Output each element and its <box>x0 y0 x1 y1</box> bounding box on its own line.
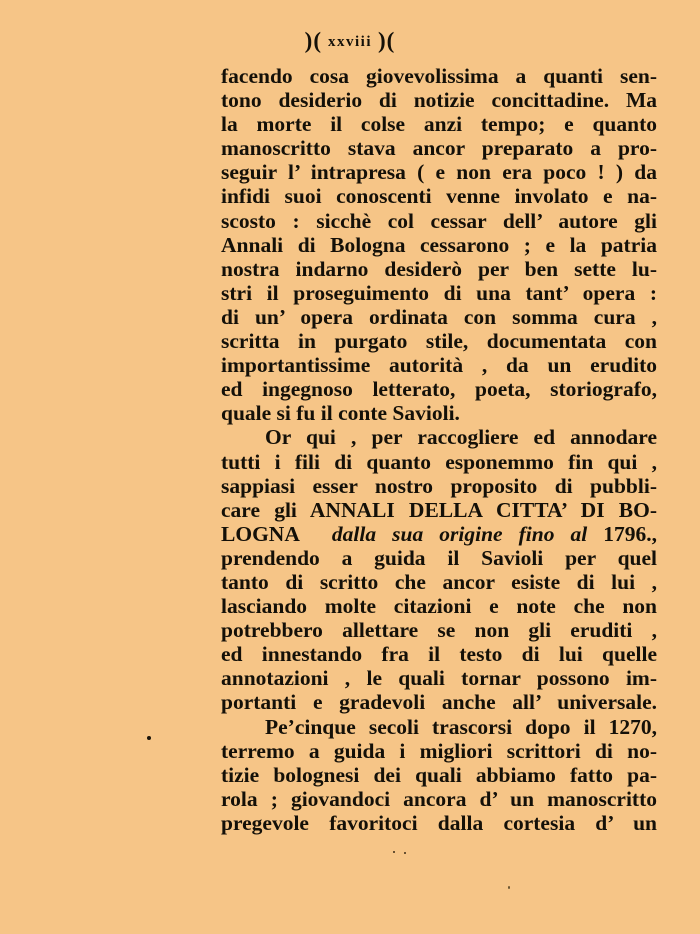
text-line: seguir l’ intrapresa ( e non era poco ! ) da <box>221 160 657 185</box>
text-line: ed ingegnoso letterato, poeta, storiografo, <box>221 377 657 402</box>
text-line: lasciando molte citazioni e note che non <box>221 594 657 619</box>
ink-speck <box>393 851 395 853</box>
body-text <box>221 64 657 835</box>
text-line: portanti e gradevoli anche all’ universale. <box>221 690 657 715</box>
text-line: care gli ANNALI DELLA CITTA’ DI BO- <box>221 497 657 522</box>
text-line: rola ; giovandoci ancora d’ un manoscritto <box>221 786 657 811</box>
text-line: tanto di scritto che ancor esiste di lui , <box>221 569 657 594</box>
ink-speck <box>147 736 151 740</box>
page-header <box>0 28 700 54</box>
paragraph-start-line: Or qui , per raccogliere ed annodare <box>265 425 657 450</box>
text-line: tutti i fili di quanto esponemmo fin qui , <box>221 449 657 474</box>
text-line: manoscritto stava ancor preparato a pro- <box>221 136 657 161</box>
text-line: scosto : sicchè col cessar dell’ autore gli <box>221 208 657 233</box>
text-line: facendo cosa giovevolissima a quanti sen- <box>221 64 657 88</box>
header-left-mark: )( <box>304 28 322 53</box>
text-line: annotazioni , le quali tornar possono im- <box>221 666 657 691</box>
text-line: tizie bolognesi dei quali abbiamo fatto pa- <box>221 762 657 787</box>
text-line: pregevole favoritoci dalla cortesia d’ un <box>221 810 657 835</box>
page-number: xxviii <box>327 34 372 50</box>
text-line: scritta in purgato stile, documentata con <box>221 329 657 354</box>
ink-speck <box>404 852 406 854</box>
text-line: terremo a guida i migliori scrittori di no- <box>221 738 657 763</box>
text-line: Annali di Bologna cessarono ; e la patria <box>221 232 657 257</box>
text-line: nostra indarno desiderò per ben sette lu- <box>221 256 657 281</box>
header-right-mark: )( <box>378 28 396 53</box>
text-line: di un’ opera ordinata con somma cura , <box>221 304 657 329</box>
text-line: la morte il colse anzi tempo; e quanto <box>221 112 657 137</box>
title-caps: LOGNA <box>221 521 300 546</box>
paragraph-start-line: Pe’cinque secoli trascorsi dopo il 1270, <box>265 714 657 739</box>
text-line: importantissime autorità , da un erudito <box>221 353 657 378</box>
text-line: prendendo a guida il Savioli per quel <box>221 545 657 570</box>
text-line: quale si fu il conte Savioli. <box>221 401 460 426</box>
text-line: potrebbero allettare se non gli eruditi , <box>221 618 657 643</box>
text-line-title <box>221 522 657 546</box>
text-line: tono desiderio di notizie concittadine. Ma <box>221 88 657 113</box>
title-year: 1796., <box>603 521 657 546</box>
text-line: ed innestando fra il testo di lui quelle <box>221 642 657 667</box>
text-line: infidi suoi conoscenti venne involato e na- <box>221 184 657 209</box>
ink-speck <box>508 886 510 889</box>
title-italic: dalla sua origine fino al <box>331 521 588 546</box>
text-line: sappiasi esser nostro proposito di pubbli- <box>221 473 657 498</box>
text-line: stri il proseguimento di una tant’ opera : <box>221 280 657 305</box>
